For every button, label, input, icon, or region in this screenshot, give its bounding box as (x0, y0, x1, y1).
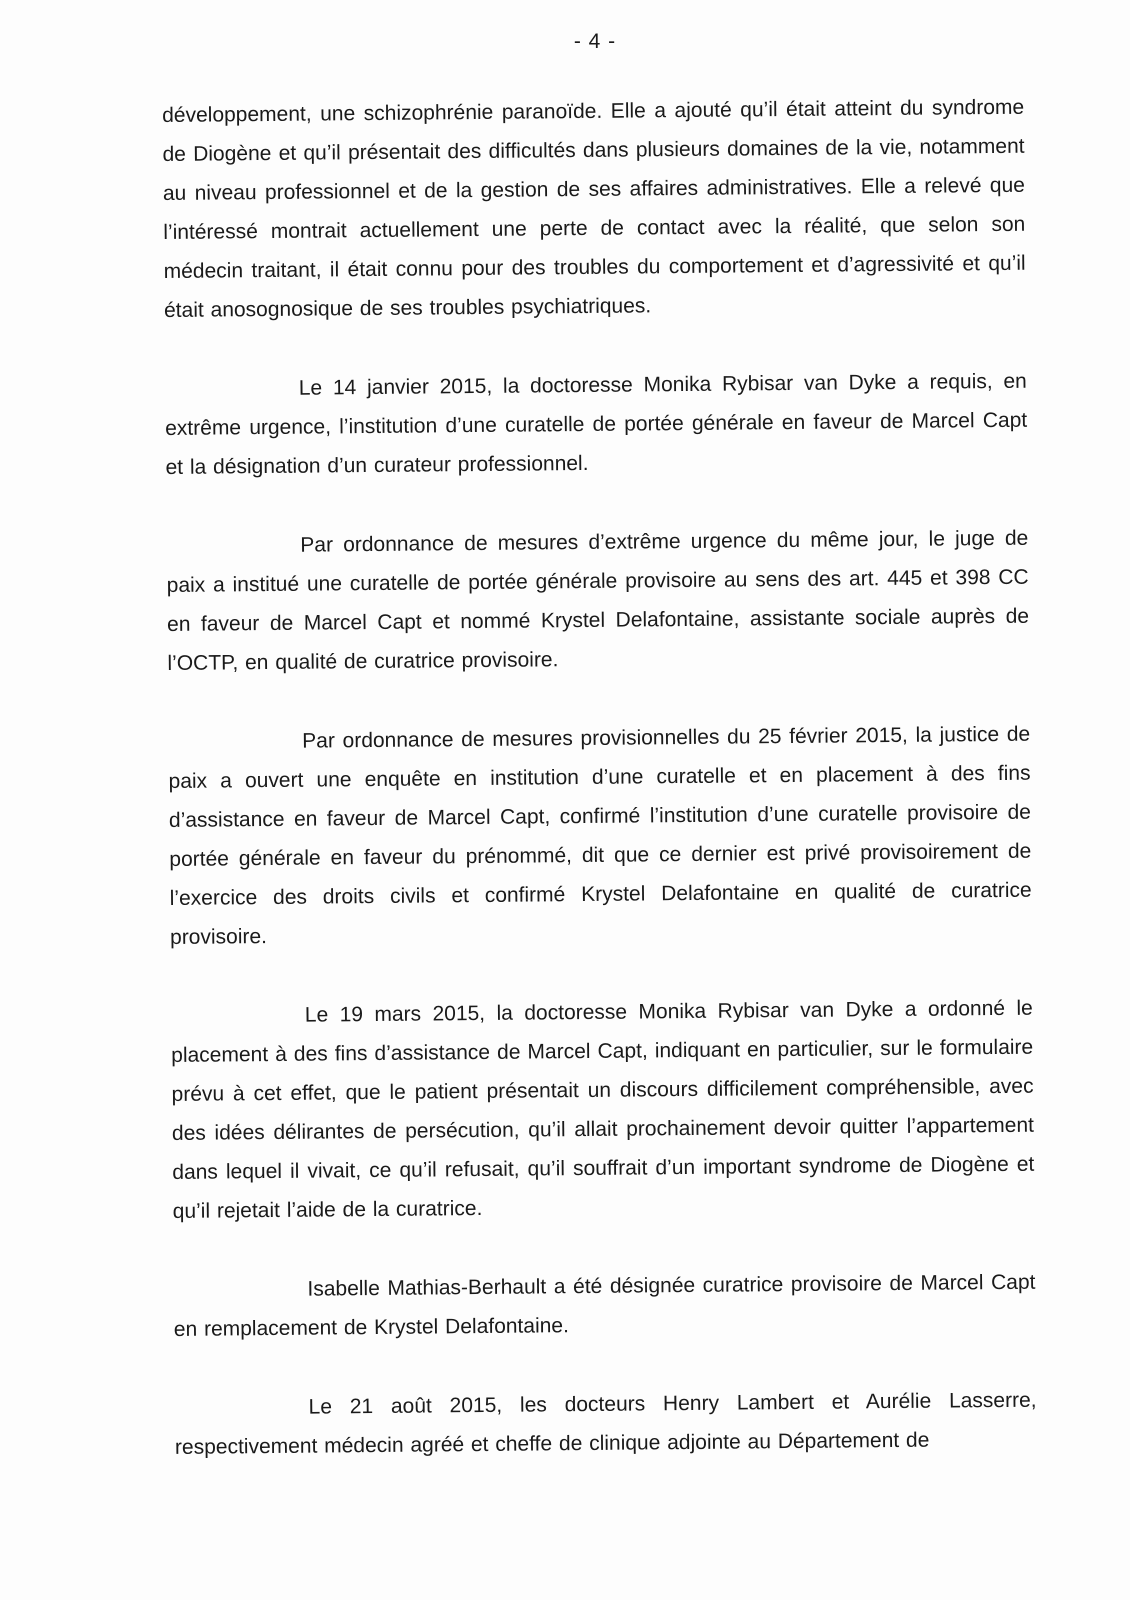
paragraph-doctors-report: Le 21 août 2015, les docteurs Henry Lambert et Aurélie Lasserre, respectivement médecin agréé et cheffe de clinique adjointe au Département de (174, 1388, 1037, 1459)
paragraph-extreme-urgency-order: Par ordonnance de mesures d’extrême urgence du même jour, le juge de paix a institué une curatelle de portée générale provisoire au sens des art. 445 et 398 CC en faveur de Marcel Capt et nommé Krystel Delafontaine, assistante sociale auprès de l’OCTP, en qualité de curatrice provisoire. (166, 526, 1030, 675)
paragraph-continuation: développement, une schizophrénie paranoïde. Elle a ajouté qu’il était atteint du syndrome de Diogène et qu’il présentait des difficultés dans plusieurs domaines de la vie, notamment au niveau professionnel et de la gestion de ses affaires administratives. Elle a relevé que l’intéressé montrait actuellement une perte de contact avec la réalité, que selon son médecin traitant, il était connu pour des troubles du comportement et d’agressivité et qu’il était anosognosique de ses troubles psychiatriques. (162, 95, 1026, 322)
paragraph-request-curatelle: Le 14 janvier 2015, la doctoresse Monika Rybisar van Dyke a requis, en extrême urgence, l’institution d’une curatelle de portée générale en faveur de Marcel Capt et la désignation d’un curateur professionnel. (165, 369, 1028, 479)
paragraph-curator-replacement: Isabelle Mathias-Berhault a été désignée curatrice provisoire de Marcel Capt en remplacement de Krystel Delafontaine. (173, 1270, 1036, 1341)
paragraph-provisional-measures: Par ordonnance de mesures provisionnelles du 25 février 2015, la justice de paix a ouvert une enquête en institution d’une curatelle et en placement à des fins d’assistance en faveur de Marcel Capt, confirmé l’institution d’une curatelle provisoire de portée générale en faveur du prénommé, dit que ce dernier est privé provisoirement de l’exercice des droits civils et confirmé Krystel Delafontaine en qualité de curatrice provisoire. (168, 722, 1032, 949)
page-number: - 4 - (573, 30, 617, 53)
document-body (162, 88, 1037, 1467)
paragraph-placement-order: Le 19 mars 2015, la doctoresse Monika Rybisar van Dyke a ordonné le placement à des fins d’assistance de Marcel Capt, indiquant en particulier, sur le formulaire prévu à cet effet, que le patient présentait un discours difficilement compréhensible, avec des idées délirantes de persécution, qu’il allait prochainement devoir quitter l’appartement dans lequel il vivait, ce qu’il refusait, qu’il souffrait d’un important syndrome de Diogène et qu’il rejetait l’aide de la curatrice. (171, 996, 1035, 1223)
